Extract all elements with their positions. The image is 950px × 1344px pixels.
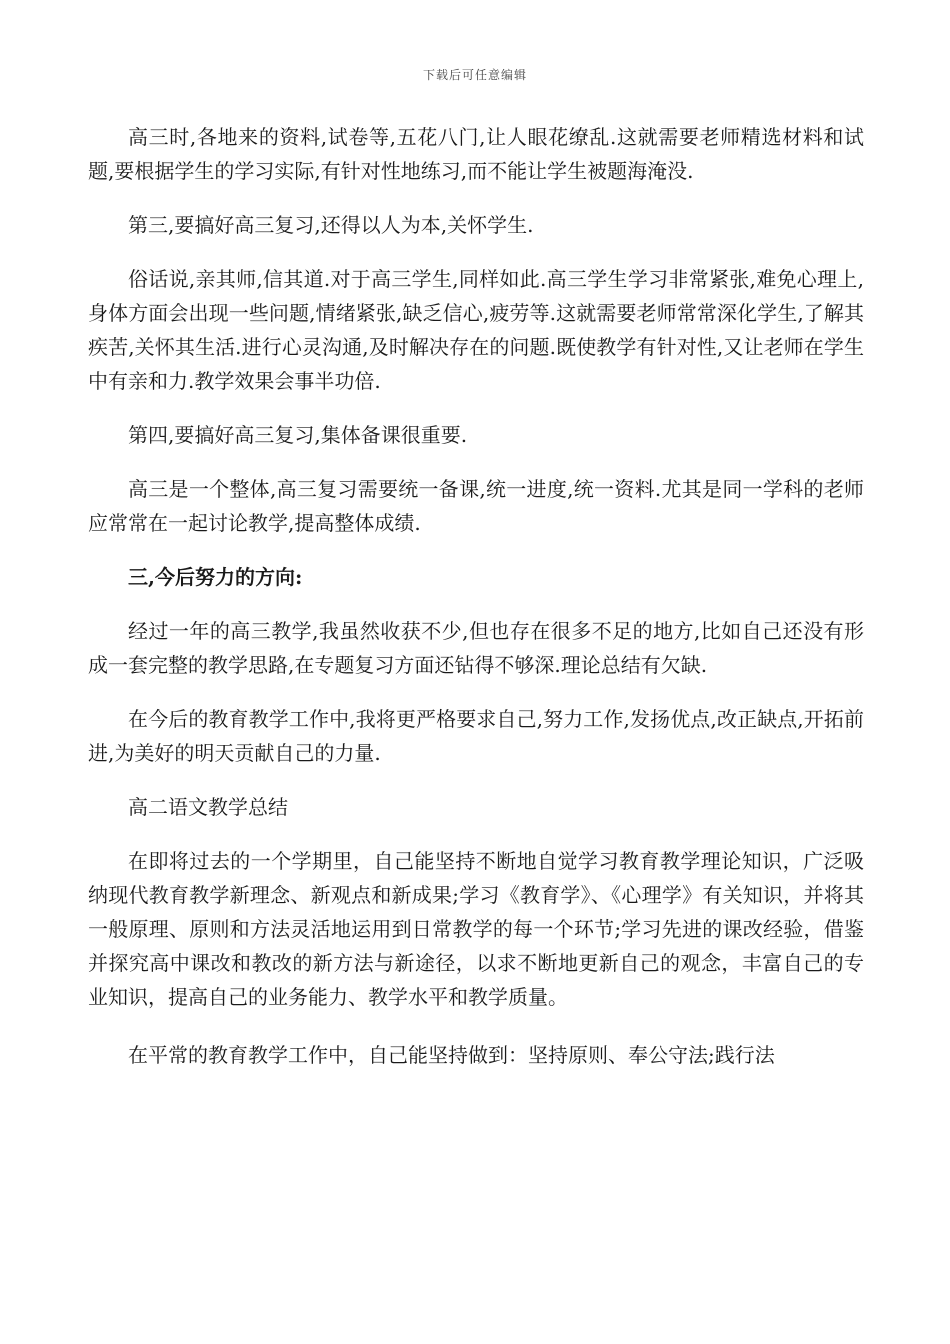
paragraph-study-theory: 在即将过去的一个学期里，自己能坚持不断地自觉学习教育教学理论知识，广泛吸纳现代教育教学新理念、新观点和新成果;学习《教育学》、《心理学》有关知识，并将其一般原理、原则和方法灵活地运用到日常教学的每一个环节;学习先进的课改经验，借鉴并探究高中课改和教改的新方法与新途径，以求不断地更新自己的观念，丰富自己的专业知识，提高自己的业务能力、教学水平和教学质量。 (88, 849, 864, 1009)
paragraph-collective-prep: 高三是一个整体,高三复习需要统一备课,统一进度,统一资料.尤其是同一学科的老师应常常在一起讨论教学,提高整体成绩. (88, 477, 864, 535)
page-header: 下载后可任意编辑 (422, 68, 527, 82)
subtitle-grade-two-summary: 高二语文教学总结 (128, 795, 288, 819)
section-heading-future: 三,今后努力的方向: (128, 565, 303, 589)
document-body (88, 120, 864, 1072)
paragraph-point-four: 第四,要搞好高三复习,集体备课很重要. (128, 423, 468, 447)
paragraph-care-students: 俗话说,亲其师,信其道.对于高三学生,同样如此.高三学生学习非常紧张,难免心理上,身体方面会出现一些问题,情绪紧张,缺乏信心,疲劳等.这就需要老师常常深化学生,了解其疾苦,关怀其生活.进行心灵沟通,及时解决存在的问题.既使教学有针对性,又让老师在学生中有亲和力.教学效果会事半功倍. (88, 267, 864, 393)
paragraph-future-work: 在今后的教育教学工作中,我将更严格要求自己,努力工作,发扬优点,改正缺点,开拓前进,为美好的明天贡献自己的力量. (88, 707, 864, 765)
paragraph-materials: 高三时,各地来的资料,试卷等,五花八门,让人眼花缭乱.这就需要老师精选材料和试题,要根据学生的学习实际,有针对性地练习,而不能让学生被题海淹没. (88, 125, 864, 183)
paragraph-point-three: 第三,要搞好高三复习,还得以人为本,关怀学生. (128, 213, 534, 237)
paragraph-daily-work: 在平常的教育教学工作中，自己能坚持做到：坚持原则、奉公守法;践行法 (128, 1043, 775, 1067)
paragraph-shortcomings: 经过一年的高三教学,我虽然收获不少,但也存在很多不足的地方,比如自己还没有形成一套完整的教学思路,在专题复习方面还钻得不够深.理论总结有欠缺. (88, 619, 864, 677)
